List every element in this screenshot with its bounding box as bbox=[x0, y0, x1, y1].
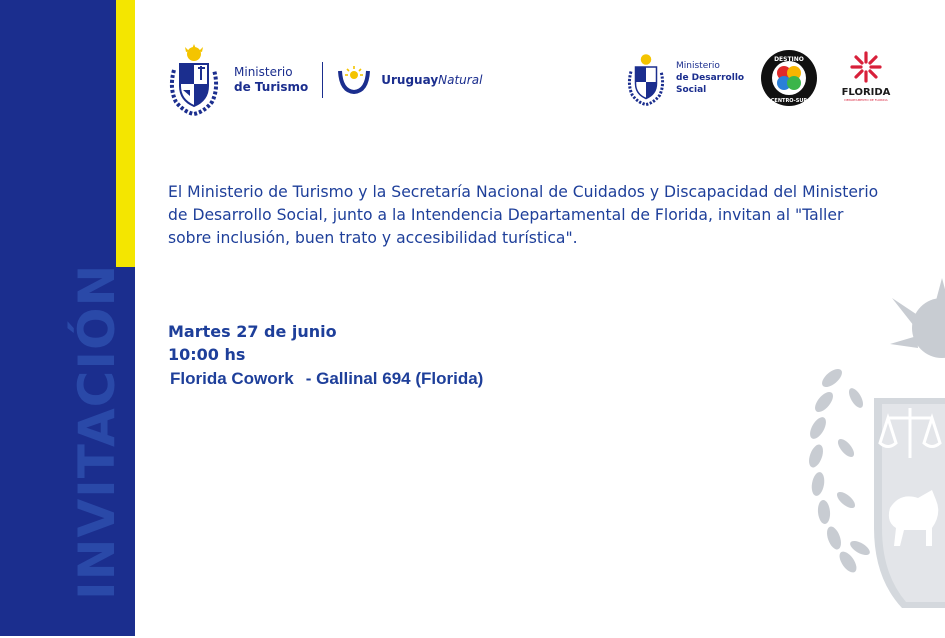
uruguay-coat-of-arms-icon bbox=[166, 44, 222, 116]
event-time: 10:00 hs bbox=[168, 345, 246, 364]
destino-badge-bottom-text: CENTRO-SUR bbox=[770, 98, 808, 104]
florida-tagline: DEPARTAMENTO DE FLORIDA bbox=[844, 98, 888, 102]
invitation-vertical-title: INVITACIÓN bbox=[68, 263, 126, 600]
ministerio-turismo-text bbox=[234, 65, 308, 95]
florida-logo bbox=[836, 50, 896, 102]
uruguay-coat-of-arms-small-icon bbox=[624, 52, 668, 106]
event-location bbox=[170, 369, 483, 389]
florida-flower-icon bbox=[849, 50, 883, 84]
florida-wordmark: FLORIDA bbox=[841, 87, 891, 98]
destino-badge-top-text: DESTINO bbox=[774, 56, 804, 63]
ministry-social-line3: Social bbox=[676, 84, 707, 95]
uruguay-natural-sun-icon bbox=[337, 65, 371, 95]
invitation-body: El Ministerio de Turismo y la Secretaría Nacional de Cuidados y Discapacidad del Ministerio de Desarrollo Social, junto a la Intendencia Departamental de Florida, invitan al "Taller sobre inclusión, buen trato y accesibilidad turística". bbox=[168, 183, 879, 247]
uruguay-natural-wordmark bbox=[381, 73, 482, 87]
ministry-social-line1: Ministerio bbox=[676, 61, 720, 72]
brand-part1: Uruguay bbox=[381, 73, 439, 87]
ministry-social-line2: de Desarrollo bbox=[676, 73, 745, 84]
event-venue: Florida Cowork bbox=[170, 369, 294, 388]
logo-divider bbox=[322, 62, 323, 98]
ministerio-turismo-logo bbox=[166, 44, 482, 116]
event-address: - Gallinal 694 (Florida) bbox=[305, 369, 484, 388]
ministry-name: de Turismo bbox=[234, 80, 309, 94]
ministerio-desarrollo-text bbox=[676, 61, 744, 96]
brand-part2: Natural bbox=[438, 73, 483, 87]
yellow-accent-bar bbox=[116, 0, 135, 267]
destino-centro-sur-badge bbox=[760, 49, 818, 107]
ministry-label: Ministerio bbox=[234, 65, 293, 79]
event-date: Martes 27 de junio bbox=[168, 322, 337, 341]
coat-of-arms-watermark-icon bbox=[782, 278, 945, 638]
ministerio-desarrollo-social-logo bbox=[624, 52, 744, 106]
